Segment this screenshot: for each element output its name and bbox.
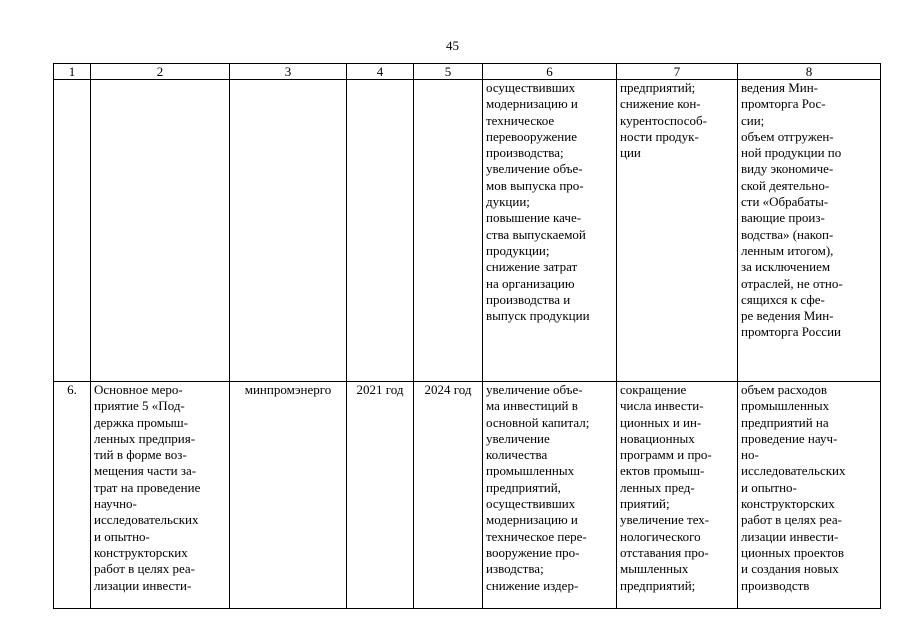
header-col-6: 6 [483,64,617,80]
start-year: 2021 год [356,382,404,397]
consequences: сокращение числа инвести- ционных и ин- новационных программ и про- ектов промыш- ленных пред- приятий; увеличение тех- нологического отставания про- мышленных предприятий; [620,382,712,593]
row-number-cell [54,80,91,382]
indicator-link: ведения Мин- промторга Рос- сии; объем отгружен- ной продукции по виду экономиче- ской деятельно- сти «Обрабаты- вающие произ- водства» (накоп- ленным итогом), за исключением отраслей, не отно- сящихся к сфе- ре ведения Мин- промторга России [741,80,843,340]
header-col-3: 3 [230,64,347,80]
measure-name-cell [91,382,230,609]
executor: минпромэнерго [244,382,332,397]
consequences-cell [617,80,738,382]
header-col-4: 4 [347,64,414,80]
executor-cell [230,382,347,609]
header-row [54,64,881,80]
end-year-cell [414,80,483,382]
measure-name-cell [91,80,230,382]
expected-result-cell [483,80,617,382]
header-col-8: 8 [738,64,881,80]
header-col-1: 1 [54,64,91,80]
indicator-link: объем расходов промышленных предприятий на проведение науч- но- исследовательских и опытно- конструкторских работ в целях реа- лизации инвести- ционных проектов и создания новых производств [741,382,846,593]
table-row [54,382,881,609]
end-year: 2024 год [424,382,472,397]
executor-cell [230,80,347,382]
row-number: 6. [67,382,77,397]
consequences: предприятий; снижение кон- курентоспособ- ности продук- ции [620,80,707,161]
expected-result: увеличение объе- ма инвестиций в основной капитал; увеличение количества промышленных предприятий, осуществивших модернизацию и техническое пере- вооружение про- изводства; снижение издер- [486,382,590,593]
consequences-cell [617,382,738,609]
measures-table [53,63,881,609]
end-year-cell [414,382,483,609]
header-col-5: 5 [414,64,483,80]
start-year-cell [347,382,414,609]
expected-result-cell [483,382,617,609]
header-col-2: 2 [91,64,230,80]
indicator-link-cell [738,80,881,382]
row-number-cell [54,382,91,609]
start-year-cell [347,80,414,382]
header-col-7: 7 [617,64,738,80]
page-number: 45 [446,38,459,53]
indicator-link-cell [738,382,881,609]
measure-name: Основное меро- приятие 5 «Под- держка промыш- ленных предприя- тий в форме воз- мещения части за- трат на проведение научно- исследовательских и опытно- конструкторских работ в целях реа- лизации инвести- [94,382,201,593]
expected-result: осуществивших модернизацию и техническое перевооружение производства; увеличение объе- мов выпуска про- дукции; повышение каче- ства выпускаемой продукции; снижение затрат на организацию производства и выпуск продукции [486,80,590,324]
table-row [54,80,881,382]
